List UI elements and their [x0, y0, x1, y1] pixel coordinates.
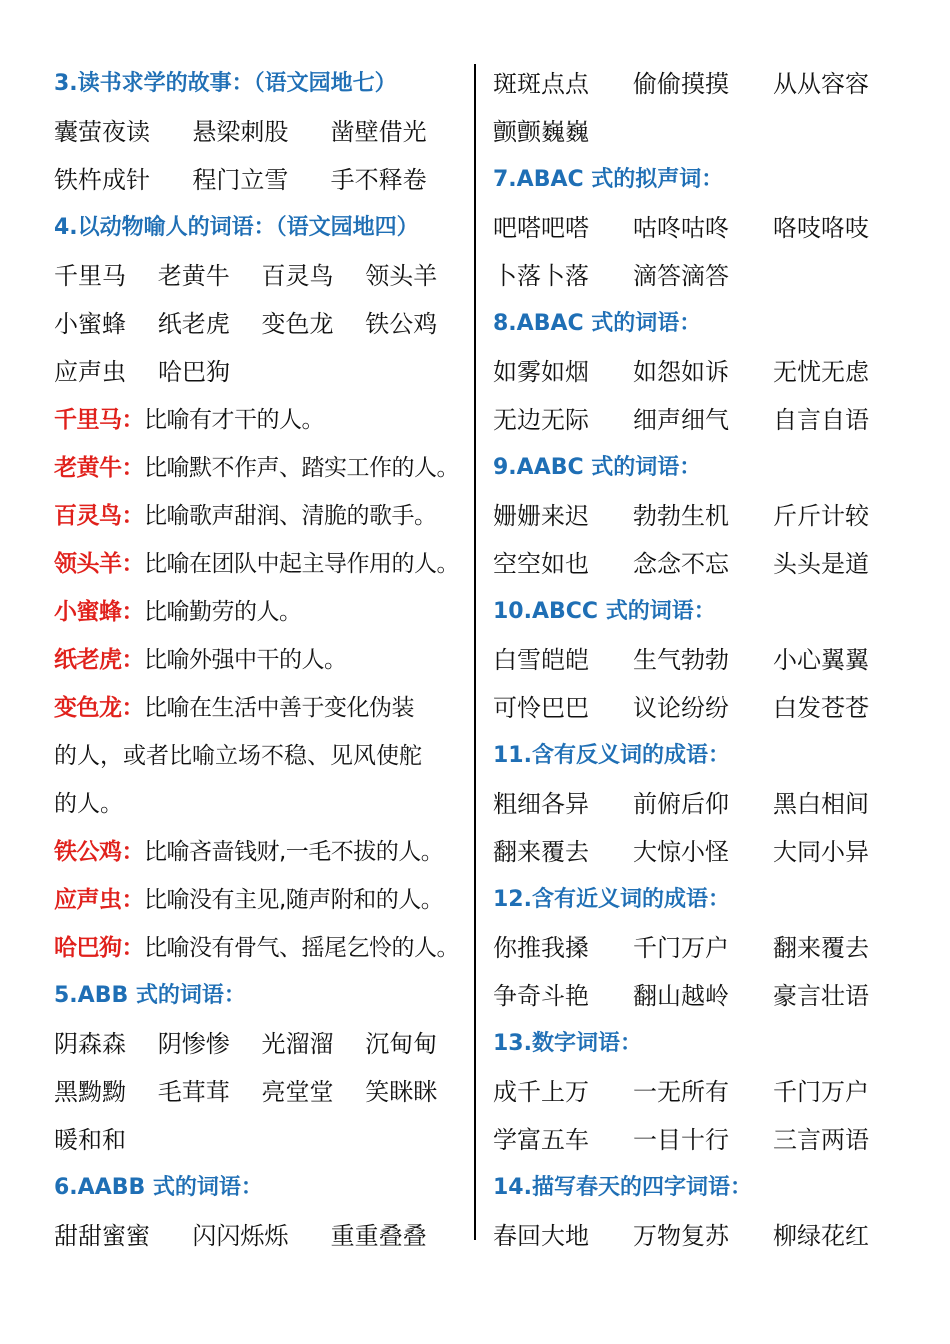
definition-line: [54, 396, 469, 444]
word-row: [54, 300, 469, 348]
word: 勃勃生机: [633, 502, 729, 530]
word: 铁公鸡: [365, 310, 438, 338]
definition-term: 哈巴狗：: [54, 935, 144, 961]
word-row: [54, 1116, 469, 1164]
column-divider: [474, 64, 476, 1240]
definition-term: 应声虫：: [54, 887, 144, 913]
right-column: [493, 60, 913, 1260]
word: 翻来覆去: [493, 838, 589, 866]
word: 春回大地: [493, 1222, 589, 1250]
word-row: [54, 348, 469, 396]
section-heading: 3.读书求学的故事：（语文园地七）: [54, 71, 397, 96]
word-row: [493, 1068, 913, 1116]
word-row: [493, 828, 913, 876]
word: 生气勃勃: [633, 646, 729, 674]
word: 毛茸茸: [157, 1078, 230, 1106]
word: 空空如也: [493, 550, 589, 578]
word: 阴惨惨: [157, 1030, 230, 1058]
word: 你推我搡: [493, 934, 589, 962]
word: 三言两语: [773, 1126, 869, 1154]
word: 光溜溜: [261, 1030, 334, 1058]
word: 老黄牛: [157, 262, 230, 290]
word: 卜落卜落: [493, 262, 589, 290]
definition-line: [54, 828, 469, 876]
definition-text: 比喻勤劳的人。: [144, 599, 302, 625]
definition-line: [54, 636, 469, 684]
word-row: [493, 108, 913, 156]
definition-continuation: 的人，或者比喻立场不稳、见风使舵: [54, 743, 422, 769]
word: 自言自语: [773, 406, 869, 434]
word: 斑斑点点: [493, 70, 589, 98]
definition-text: 比喻歌声甜润、清脆的歌手。: [144, 503, 437, 529]
definition-text: 比喻有才干的人。: [144, 407, 324, 433]
word: 粗细各异: [493, 790, 589, 818]
word: 亮堂堂: [261, 1078, 334, 1106]
definition-term: 老黄牛：: [54, 455, 144, 481]
word-row: [493, 60, 913, 108]
section-heading: 5.ABB 式的词语：: [54, 983, 246, 1008]
word: 重重叠叠: [330, 1222, 427, 1250]
word: 百灵鸟: [261, 262, 334, 290]
word: 阴森森: [54, 1030, 126, 1058]
word: 手不释卷: [330, 166, 427, 194]
word: 争奇斗艳: [493, 982, 589, 1010]
word-row: [493, 924, 913, 972]
word-row: [493, 492, 913, 540]
word: 哈巴狗: [158, 358, 230, 386]
word: 偷偷摸摸: [633, 70, 729, 98]
word-row: [493, 396, 913, 444]
word-row: [54, 156, 469, 204]
definition-term: 变色龙：: [54, 695, 144, 721]
word: 一目十行: [633, 1126, 729, 1154]
definition-line: [54, 924, 469, 972]
word: 万物复苏: [633, 1222, 729, 1250]
definition-text: 比喻默不作声、踏实工作的人。: [144, 455, 459, 481]
definition-text: 比喻外强中干的人。: [144, 647, 347, 673]
word: 闪闪烁烁: [192, 1222, 289, 1250]
word-row: [54, 252, 469, 300]
word: 黑白相间: [773, 790, 869, 818]
word: 大惊小怪: [633, 838, 729, 866]
word: 细声细气: [633, 406, 729, 434]
word: 咕咚咕咚: [633, 214, 729, 242]
word-row: [54, 1068, 469, 1116]
section-heading: 9.AABC 式的词语：: [493, 455, 702, 480]
definition-term: 铁公鸡：: [54, 839, 144, 865]
definition-term: 领头羊：: [54, 551, 144, 577]
definition-continuation: 的人。: [54, 791, 123, 817]
word: 甜甜蜜蜜: [54, 1222, 150, 1250]
word: 豪言壮语: [773, 982, 869, 1010]
word: 变色龙: [261, 310, 334, 338]
definition-line: [54, 684, 469, 732]
word-row: [54, 108, 469, 156]
definition-text: 比喻在生活中善于变化伪装: [144, 695, 414, 721]
section-heading: 7.ABAC 式的拟声词：: [493, 167, 724, 192]
word-row: [493, 348, 913, 396]
word: 沉甸甸: [365, 1030, 438, 1058]
word: 姗姗来迟: [493, 502, 589, 530]
word: 无忧无虑: [773, 358, 869, 386]
definition-text: 比喻吝啬钱财,一毛不拔的人。: [144, 839, 444, 865]
word: 咯吱咯吱: [773, 214, 869, 242]
word: 领头羊: [365, 262, 438, 290]
word-row: [54, 1212, 469, 1260]
word: 可怜巴巴: [493, 694, 589, 722]
word: 斤斤计较: [773, 502, 869, 530]
word-row: [54, 1020, 469, 1068]
word: 应声虫: [54, 358, 126, 386]
definition-line: [54, 492, 469, 540]
word: 翻来覆去: [773, 934, 869, 962]
definition-term: 千里马：: [54, 407, 144, 433]
word-row: [493, 1116, 913, 1164]
definition-term: 百灵鸟：: [54, 503, 144, 529]
word: 程门立雪: [192, 166, 289, 194]
word: 议论纷纷: [633, 694, 729, 722]
word: 如怨如诉: [633, 358, 729, 386]
word-row: [493, 636, 913, 684]
word-row: [493, 780, 913, 828]
definition-line: [54, 588, 469, 636]
word: 头头是道: [773, 550, 869, 578]
section-heading: 14.描写春天的四字词语：: [493, 1175, 752, 1200]
word: 小心翼翼: [773, 646, 869, 674]
word: 学富五车: [493, 1126, 589, 1154]
word: 铁杵成针: [54, 166, 150, 194]
word: 白雪皑皑: [493, 646, 589, 674]
word: 滴答滴答: [633, 262, 729, 290]
word: 小蜜蜂: [54, 310, 126, 338]
section-heading: 11.含有反义词的成语：: [493, 743, 730, 768]
word: 如雾如烟: [493, 358, 589, 386]
word: 柳绿花红: [773, 1222, 869, 1250]
section-heading: 6.AABB 式的词语：: [54, 1175, 263, 1200]
word: 千里马: [54, 262, 126, 290]
section-heading: 8.ABAC 式的词语：: [493, 311, 702, 336]
word: 悬梁刺股: [192, 118, 289, 146]
word-row: [493, 252, 913, 300]
word: 黑黝黝: [54, 1078, 126, 1106]
definition-text: 比喻在团队中起主导作用的人。: [144, 551, 459, 577]
left-column: [54, 60, 469, 1260]
word: 大同小异: [773, 838, 869, 866]
word: 颤颤巍巍: [493, 118, 589, 146]
section-heading: 10.ABCC 式的词语：: [493, 599, 716, 624]
word: 从从容容: [773, 70, 869, 98]
section-heading: 13.数字词语：: [493, 1031, 642, 1056]
word: 笑眯眯: [365, 1078, 438, 1106]
word: 白发苍苍: [773, 694, 869, 722]
section-heading: 12.含有近义词的成语：: [493, 887, 730, 912]
word-row: [493, 1212, 913, 1260]
definition-line: [54, 876, 469, 924]
word-row: [493, 972, 913, 1020]
word-row: [493, 204, 913, 252]
word: 成千上万: [493, 1078, 589, 1106]
word: 翻山越岭: [633, 982, 729, 1010]
definition-line: [54, 444, 469, 492]
word: 纸老虎: [157, 310, 230, 338]
definition-term: 小蜜蜂：: [54, 599, 144, 625]
word: 一无所有: [633, 1078, 729, 1106]
definition-text: 比喻没有骨气、摇尾乞怜的人。: [144, 935, 459, 961]
word: 千门万户: [773, 1078, 869, 1106]
word: 念念不忘: [633, 550, 729, 578]
section-heading: 4.以动物喻人的词语：（语文园地四）: [54, 215, 419, 240]
definition-term: 纸老虎：: [54, 647, 144, 673]
word: 无边无际: [493, 406, 589, 434]
word: 暖和和: [54, 1126, 126, 1154]
word-row: [493, 540, 913, 588]
word: 凿壁借光: [330, 118, 427, 146]
word: 千门万户: [633, 934, 729, 962]
definition-text: 比喻没有主见,随声附和的人。: [144, 887, 444, 913]
definition-line: [54, 540, 469, 588]
word: 囊萤夜读: [54, 118, 150, 146]
word: 吧嗒吧嗒: [493, 214, 589, 242]
word: 前俯后仰: [633, 790, 729, 818]
word-row: [493, 684, 913, 732]
